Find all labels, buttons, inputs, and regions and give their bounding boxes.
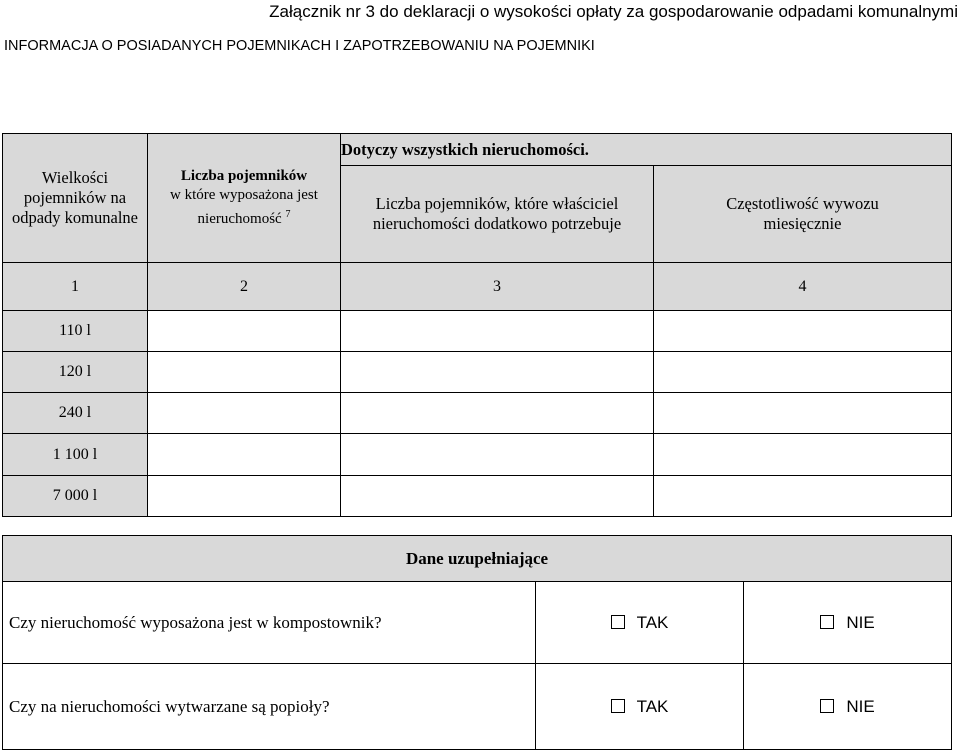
frequency-cell[interactable] (654, 352, 952, 393)
table-row (3, 476, 952, 517)
checkbox-no-composter[interactable] (820, 615, 834, 629)
question-ashes: Czy na nieruchomości wytwarzane są popioły? (3, 664, 536, 750)
option-label: NIE (846, 696, 875, 716)
option-label: TAK (636, 696, 669, 716)
frequency-cell[interactable] (654, 393, 952, 434)
col-header-owned-count-rest: w które wyposażona jest nieruchomość (170, 187, 318, 227)
table-row (3, 393, 952, 434)
question-row (3, 582, 952, 664)
checkbox-no-ashes[interactable] (820, 699, 834, 713)
option-no-ashes[interactable] (744, 664, 952, 750)
owned-count-cell[interactable] (148, 476, 341, 517)
table-row (3, 352, 952, 393)
col-header-frequency: Częstotliwość wywozu miesięcznie (654, 166, 952, 263)
option-yes-composter[interactable] (536, 582, 744, 664)
col-header-container-size: Wielkości pojemników na odpady komunalne (3, 134, 148, 263)
question-row (3, 664, 952, 750)
col-number-3: 3 (341, 263, 654, 311)
additional-count-cell[interactable] (341, 393, 654, 434)
col-number-1: 1 (3, 263, 148, 311)
table-row (3, 311, 952, 352)
option-label: TAK (636, 612, 669, 632)
col-number-2: 2 (148, 263, 341, 311)
containers-table (2, 133, 952, 517)
option-label: NIE (846, 612, 875, 632)
additional-data-table (2, 535, 952, 750)
section-title: INFORMACJA O POSIADANYCH POJEMNIKACH I ZAPOTRZEBOWANIU NA POJEMNIKI (4, 38, 595, 54)
col-number-4: 4 (654, 263, 952, 311)
row-size-label: 7 000 l (3, 476, 148, 517)
owned-count-cell[interactable] (148, 352, 341, 393)
group-header-all-properties: Dotyczy wszystkich nieruchomości. (341, 134, 952, 166)
additional-count-cell[interactable] (341, 311, 654, 352)
owned-count-cell[interactable] (148, 393, 341, 434)
row-size-label: 110 l (3, 311, 148, 352)
document-title: Załącznik nr 3 do deklaracji o wysokości opłaty za gospodarowanie odpadami komunalnymi (269, 2, 958, 21)
additional-count-cell[interactable] (341, 476, 654, 517)
question-composter: Czy nieruchomość wyposażona jest w kompostownik? (3, 582, 536, 664)
option-no-composter[interactable] (744, 582, 952, 664)
checkbox-yes-ashes[interactable] (611, 699, 625, 713)
additional-data-header: Dane uzupełniające (3, 536, 952, 582)
additional-count-cell[interactable] (341, 434, 654, 476)
frequency-cell[interactable] (654, 476, 952, 517)
checkbox-yes-composter[interactable] (611, 615, 625, 629)
option-yes-ashes[interactable] (536, 664, 744, 750)
col-header-additional-count: Liczba pojemników, które właściciel nieruchomości dodatkowo potrzebuje (341, 166, 654, 263)
frequency-cell[interactable] (654, 434, 952, 476)
footnote-marker: 7 (285, 209, 291, 220)
frequency-cell[interactable] (654, 311, 952, 352)
owned-count-cell[interactable] (148, 311, 341, 352)
row-size-label: 120 l (3, 352, 148, 393)
table-row (3, 434, 952, 476)
row-size-label: 240 l (3, 393, 148, 434)
col-header-owned-count (148, 134, 341, 263)
row-size-label: 1 100 l (3, 434, 148, 476)
owned-count-cell[interactable] (148, 434, 341, 476)
additional-count-cell[interactable] (341, 352, 654, 393)
col-header-owned-count-line1: Liczba pojemników (180, 168, 308, 184)
